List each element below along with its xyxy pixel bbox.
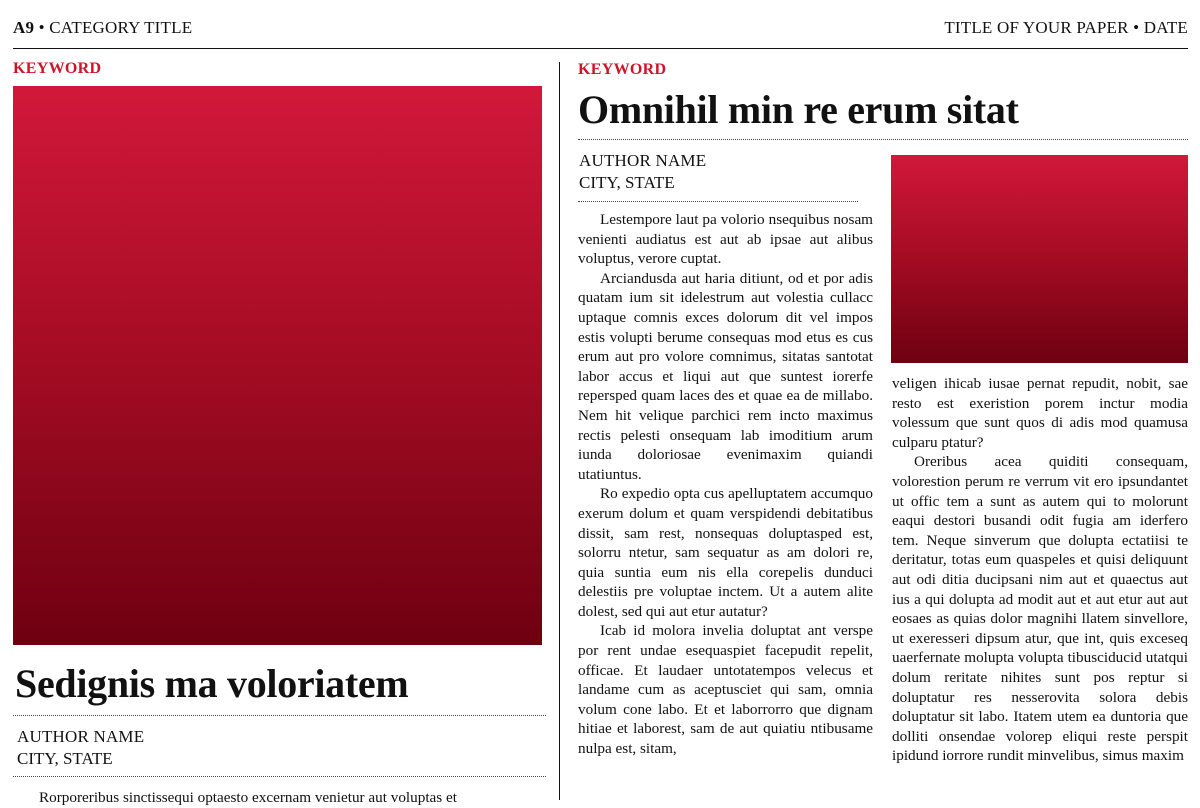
body-paragraph: Lestempore laut pa volorio nsequibus nosam venienti audiatus est aut ab ipsae aut alibus voluptus, verore cuptat. <box>578 211 873 268</box>
header-left <box>13 18 192 38</box>
left-byline <box>17 726 144 770</box>
left-author-name: AUTHOR NAME <box>17 727 145 746</box>
category-title: CATEGORY TITLE <box>49 18 193 37</box>
body-paragraph: Arciandusda aut haria ditiunt, od et por adis quatam ium sit idelestrum aut volestia cullacc uptaque comnis exces dolorum dit vel impos estis volupti berume consequas mod etus es cus erum aut pro volore comnimus, sitatas santotat labor accus et liqui aut que suntest iorerfe repersped quam laces des et quae ea de millabo. Nem hit velique parchici rem incto maximus rectis pelesti onsequam lab imoditium arum iunda doloriosae evenimaxim quiandi utatiuntus. <box>578 269 873 483</box>
header-rule <box>13 48 1188 49</box>
paper-title: TITLE OF YOUR PAPER <box>944 18 1129 37</box>
left-headline-divider <box>13 715 546 716</box>
right-byline-divider <box>578 201 858 202</box>
header-separator-2: • <box>1133 18 1140 37</box>
left-article-photo <box>13 86 542 645</box>
right-keyword: KEYWORD <box>578 61 667 78</box>
right-author-name: AUTHOR NAME <box>579 151 707 170</box>
header-right <box>944 18 1188 38</box>
left-headline: Sedignis ma voloriatem <box>15 661 409 706</box>
right-author-location: CITY, STATE <box>579 173 675 192</box>
left-keyword: KEYWORD <box>13 60 102 77</box>
body-paragraph: veligen ihicab iusae pernat repudit, nobit, sae resto est exeristion porem inctur modia volessum que sunt quos di adis mod quamusa culparu ptatur? <box>892 375 1188 451</box>
column-divider <box>559 62 560 800</box>
body-paragraph: Oreribus acea quiditi consequam, volorestion perum re verrum vit ero ipsundantet ut offic tem a sunt as autem qui to molorunt eaqui destori busandi odit fugia am iderfero tem. Neque sinverum que dolupta ectatiisi te deritatur, totas eum quaspeles et quisi deliquunt aut odi ditia ducipsani nim aut et quaectus aut ius a qui dolupta ad modit aut et aut etur aut aut eosaes as quias dolor magnihi llatem sinvellore, ut exeresseri dipsum atur, que int, quis exceseq uaerfernate molupta volupta tibusciducid utatqui dolum reritate nihites sunt pos reptur si doluptatur res nesserovita solora debis doluptatur sit labo. Itatem utem ea duntoria que dolliti onsendae volorep eliqui reste perspit ipidund iorrore rundit minvelibus, simus maxim <box>892 453 1188 765</box>
body-paragraph: Icab id molora invelia doluptat ant verspe por rent undae esequaspiet facepudit repelit, officae. Et laudaer untotatempos velecus et landame cum as aceptusciet qui sam, omnia volum cone labo. Et et laborrorro que dignam hitiae et laborest, sam de aut quiatiu ntibusame nulpa est, sitam, <box>578 622 873 758</box>
right-headline-divider <box>578 139 1188 140</box>
page-number: A9 <box>13 18 35 37</box>
right-article-column-2 <box>892 374 1188 766</box>
left-body-paragraph: Rorporeribus sinctissequi optaesto excernam venietur aut voluptas et <box>39 789 457 806</box>
right-headline: Omnihil min re erum sitat <box>578 87 1019 132</box>
right-article-photo <box>891 155 1188 363</box>
body-paragraph: Ro expedio opta cus apelluptatem accumquo exerum dolum et quam verspidendi debitatibus dissit, sam rest, nonsequas doluptasped est, solorru ntetur, sam sequatur as am dolori re, quia suntia eum nis ella corepelis dunduci delestiis pre voluptae inctem. Ut a autem alite dolest, sed qui aut etur autatur? <box>578 485 873 620</box>
right-byline <box>579 150 706 194</box>
paper-date: DATE <box>1143 18 1188 37</box>
header-separator: • <box>38 18 45 37</box>
left-byline-divider <box>13 776 546 777</box>
right-article-column-1 <box>578 210 873 759</box>
page-header <box>13 18 1188 40</box>
left-article-body <box>13 788 548 808</box>
left-author-location: CITY, STATE <box>17 749 113 768</box>
